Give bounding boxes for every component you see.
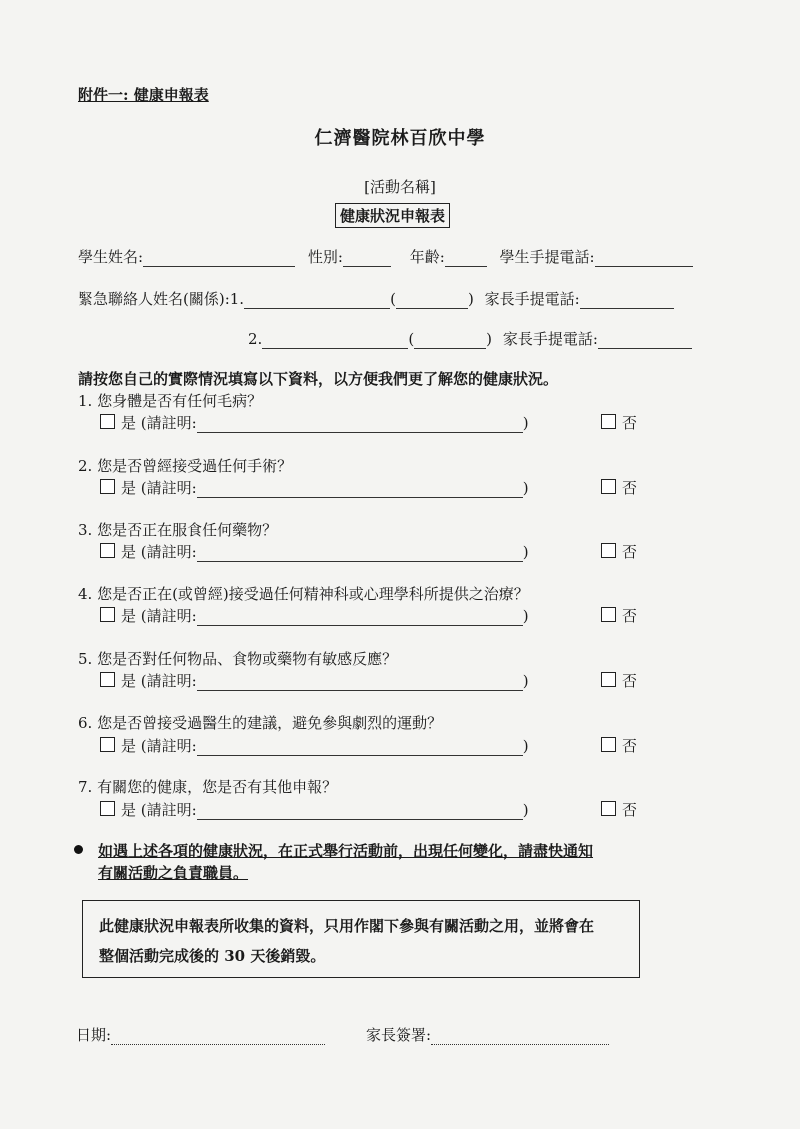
close-paren: ) bbox=[522, 543, 529, 561]
privacy-line-2: 整個活動完成後的 30 天後銷毀。 bbox=[99, 947, 326, 965]
school-name: 仁濟醫院林百欣中學 bbox=[314, 128, 486, 149]
no-checkbox[interactable] bbox=[601, 801, 616, 816]
date-row bbox=[76, 1024, 325, 1045]
yes-label: 是 (請註明: bbox=[121, 801, 197, 819]
question-3-details-field[interactable] bbox=[197, 545, 523, 562]
question-7: 7. 有關您的健康，您是否有其他申報？ bbox=[78, 778, 338, 796]
yes-checkbox[interactable] bbox=[100, 607, 115, 622]
emergency-contact-2-relation-field[interactable] bbox=[414, 332, 486, 349]
question-2-details-field[interactable] bbox=[197, 481, 523, 498]
question-1-yes-option bbox=[100, 412, 529, 433]
no-checkbox[interactable] bbox=[601, 414, 616, 429]
no-checkbox[interactable] bbox=[601, 672, 616, 687]
emergency-contact-label: 緊急聯絡人姓名(關係):1. bbox=[78, 290, 245, 308]
question-6-details-field[interactable] bbox=[197, 739, 523, 756]
question-1: 1. 您身體是否有任何毛病？ bbox=[78, 392, 263, 410]
yes-checkbox[interactable] bbox=[100, 801, 115, 816]
paren-open: ( bbox=[390, 290, 396, 308]
yes-label: 是 (請註明: bbox=[121, 607, 197, 625]
emergency-contact-row-1 bbox=[78, 288, 674, 309]
parent-phone-label-2: 家長手提電話: bbox=[502, 330, 598, 348]
question-4-details-field[interactable] bbox=[197, 609, 523, 626]
question-5-no-option bbox=[601, 670, 637, 691]
yes-checkbox[interactable] bbox=[100, 737, 115, 752]
no-checkbox[interactable] bbox=[601, 737, 616, 752]
date-field[interactable] bbox=[111, 1028, 325, 1045]
question-2: 2. 您是否曾經接受過任何手術？ bbox=[78, 457, 293, 475]
no-label: 否 bbox=[622, 543, 638, 561]
student-name-field[interactable] bbox=[143, 250, 295, 267]
form-title: 健康狀況申報表 bbox=[335, 203, 450, 228]
close-paren: ) bbox=[522, 737, 529, 755]
emergency-contact-2-name-field[interactable] bbox=[262, 332, 408, 349]
bullet-icon bbox=[74, 845, 83, 854]
emergency-contact-row-2 bbox=[248, 328, 692, 349]
question-7-no-option bbox=[601, 799, 637, 820]
close-paren: ) bbox=[522, 414, 529, 432]
question-3: 3. 您是否正在服食任何藥物？ bbox=[78, 521, 278, 539]
question-5-details-field[interactable] bbox=[197, 674, 523, 691]
close-paren: ) bbox=[522, 672, 529, 690]
yes-label: 是 (請註明: bbox=[121, 543, 197, 561]
instruction-text: 請按您自己的實際情況填寫以下資料，以方便我們更了解您的健康狀況。 bbox=[78, 370, 559, 388]
question-6: 6. 您是否曾接受過醫生的建議，避免參與劇烈的運動？ bbox=[78, 714, 443, 732]
question-6-no-option bbox=[601, 735, 637, 756]
yes-label: 是 (請註明: bbox=[121, 737, 197, 755]
notice-line-1: 如遇上述各項的健康狀況，在正式舉行活動前，出現任何變化，請盡快通知 bbox=[98, 842, 594, 860]
student-name-label: 學生姓名: bbox=[78, 248, 144, 266]
student-info-row bbox=[78, 246, 693, 267]
question-4-no-option bbox=[601, 605, 637, 626]
parent-phone-field-1[interactable] bbox=[580, 292, 674, 309]
question-1-details-field[interactable] bbox=[197, 416, 523, 433]
question-6-yes-option bbox=[100, 735, 529, 756]
question-4-yes-option bbox=[100, 605, 529, 626]
no-label: 否 bbox=[622, 479, 638, 497]
question-4: 4. 您是否正在(或曾經)接受過任何精神科或心理學科所提供之治療？ bbox=[78, 585, 529, 603]
no-label: 否 bbox=[622, 801, 638, 819]
yes-checkbox[interactable] bbox=[100, 479, 115, 494]
gender-label: 性別: bbox=[307, 248, 343, 266]
question-1-no-option bbox=[601, 412, 637, 433]
parent-phone-field-2[interactable] bbox=[598, 332, 692, 349]
parent-phone-label-1: 家長手提電話: bbox=[484, 290, 580, 308]
question-2-yes-option bbox=[100, 477, 529, 498]
yes-label: 是 (請註明: bbox=[121, 479, 197, 497]
student-phone-label: 學生手提電話: bbox=[499, 248, 595, 266]
signature-row bbox=[366, 1024, 609, 1045]
emergency-contact-1-relation-field[interactable] bbox=[396, 292, 468, 309]
no-checkbox[interactable] bbox=[601, 607, 616, 622]
paren-close: ) bbox=[467, 290, 474, 308]
no-checkbox[interactable] bbox=[601, 479, 616, 494]
question-5: 5. 您是否對任何物品、食物或藥物有敏感反應？ bbox=[78, 650, 398, 668]
emergency-contact-2-label: 2. bbox=[248, 330, 263, 348]
no-label: 否 bbox=[622, 672, 638, 690]
close-paren: ) bbox=[522, 801, 529, 819]
notice-line-2: 有關活動之負責職員。 bbox=[98, 864, 249, 882]
question-7-details-field[interactable] bbox=[197, 803, 523, 820]
yes-checkbox[interactable] bbox=[100, 414, 115, 429]
no-checkbox[interactable] bbox=[601, 543, 616, 558]
age-field[interactable] bbox=[445, 250, 487, 267]
paren-close-2: ) bbox=[486, 330, 493, 348]
attachment-label: 附件一: 健康申報表 bbox=[78, 86, 209, 104]
no-label: 否 bbox=[622, 737, 638, 755]
yes-label: 是 (請註明: bbox=[121, 672, 197, 690]
yes-checkbox[interactable] bbox=[100, 672, 115, 687]
gender-field[interactable] bbox=[343, 250, 391, 267]
question-2-no-option bbox=[601, 477, 637, 498]
close-paren: ) bbox=[522, 607, 529, 625]
age-label: 年齡: bbox=[409, 248, 445, 266]
privacy-statement-box bbox=[82, 900, 640, 978]
close-paren: ) bbox=[522, 479, 529, 497]
no-label: 否 bbox=[622, 414, 638, 432]
yes-checkbox[interactable] bbox=[100, 543, 115, 558]
activity-name: [活動名稱] bbox=[364, 178, 436, 196]
emergency-contact-1-name-field[interactable] bbox=[244, 292, 390, 309]
question-7-yes-option bbox=[100, 799, 529, 820]
question-3-yes-option bbox=[100, 541, 529, 562]
privacy-line-1: 此健康狀況申報表所收集的資料，只用作閣下參與有關活動之用，並將會在 bbox=[99, 917, 595, 935]
question-3-no-option bbox=[601, 541, 637, 562]
student-phone-field[interactable] bbox=[595, 250, 693, 267]
question-5-yes-option bbox=[100, 670, 529, 691]
signature-field[interactable] bbox=[431, 1028, 609, 1045]
no-label: 否 bbox=[622, 607, 638, 625]
date-label: 日期: bbox=[76, 1026, 112, 1044]
signature-label: 家長簽署: bbox=[366, 1026, 432, 1044]
yes-label: 是 (請註明: bbox=[121, 414, 197, 432]
paren-open-2: ( bbox=[408, 330, 415, 348]
